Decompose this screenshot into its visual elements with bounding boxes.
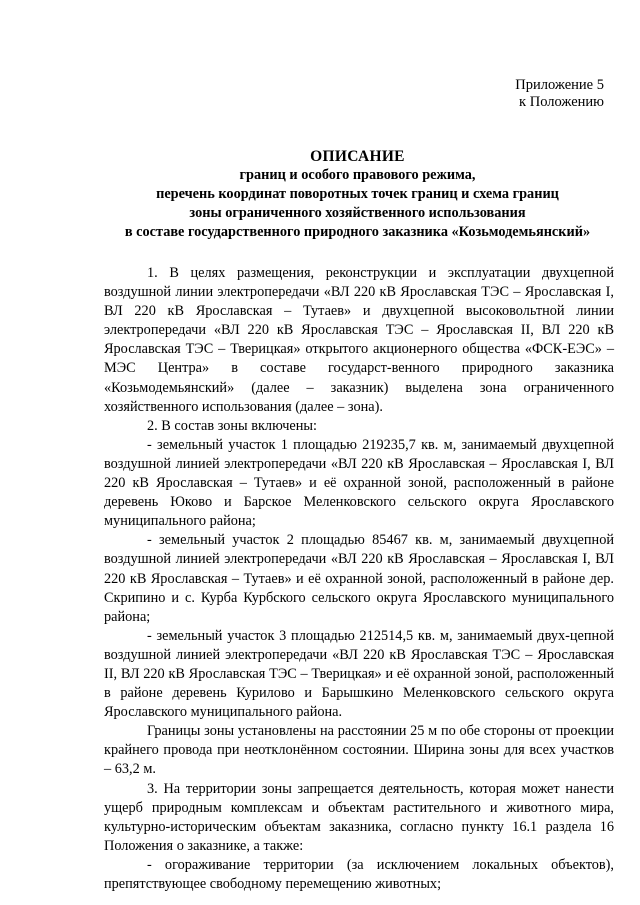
document-title: ОПИСАНИЕ: [310, 148, 405, 165]
document-body: [104, 264, 614, 894]
heading-line-4: в составе государственного природного заказника «Козьмодемьянский»: [124, 224, 591, 240]
paragraph-plot-2: - земельный участок 2 площадью 85467 кв. м, занимаемый двухцепной воздушной линией электропередачи «ВЛ 220 кВ Ярославская – Ярославская I, ВЛ 220 кВ Ярославская – Тутаев» и её охранной зоной, расположенный в районе дер. Скрипино и с. Курба Курбского сельского округа Ярославского муниципального района;: [104, 532, 614, 625]
paragraph-1-purpose: 1. В целях размещения, реконструкции и эксплуатации двухцепной воздушной линии электропередачи «ВЛ 220 кВ Ярославская ТЭС – Ярославская I, ВЛ 220 кВ Ярославская – Тутаев» и двухцепной высоковольтной линии электропередачи «ВЛ 220 кВ Ярославская ТЭС – Ярославская II, ВЛ 220 кВ Ярославская ТЭС – Тверицкая» открытого акционерного общества «ФСК-ЕЭС» – МЭС Центра» в составе государст-венного природного заказника «Козьмодемьянский» (далее – заказник) выделена зона ограниченного хозяйственного использования (далее – зона).: [104, 265, 614, 415]
heading-line-1: границ и особого правового режима,: [239, 167, 476, 183]
document-heading: [100, 147, 615, 242]
paragraph-plot-1: - земельный участок 1 площадью 219235,7 кв. м, занимаемый двухцепной воздушной линией электропередачи «ВЛ 220 кВ Ярославская – Ярославская I, ВЛ 220 кВ Ярославская – Тутаев» и её охранной зоной, расположенный в районе деревень Юково и Барское Меленковского сельского округа Ярославского муниципального района;: [104, 436, 614, 530]
paragraph-fencing: - огораживание территории (за исключением локальных объектов), препятствующее свободному перемещению животных;: [104, 856, 614, 892]
paragraph-2-composition: 2. В состав зоны включены:: [147, 417, 317, 434]
paragraph-plot-3: - земельный участок 3 площадью 212514,5 кв. м, занимаемый двух-цепной воздушной линией электропередачи «ВЛ 220 кВ Ярославская ТЭС – Ярославская II, ВЛ 220 кВ Ярославская ТЭС – Тверицкая» и её охранной зоной, расположенный в районе деревень Курилово и Барышкино Меленковского сельского округа Ярославского муниципального района.: [104, 627, 614, 721]
heading-line-3: зоны ограниченного хозяйственного использования: [189, 205, 526, 221]
appendix-reference: [515, 77, 604, 111]
paragraph-boundaries: Границы зоны установлены на расстоянии 25 м по обе стороны от проекции крайнего провода при неотклонённом состоянии. Ширина зоны для всех участков – 63,2 м.: [104, 723, 614, 778]
paragraph-3-prohibitions: 3. На территории зоны запрещается деятельность, которая может нанести ущерб природным комплексам и объектам растительного и животного мира, культурно-историческим объектам заказника, согласно пункту 16.1 раздела 16 Положения о заказнике, а также:: [104, 780, 614, 854]
appendix-line-1: Приложение 5: [515, 77, 604, 93]
heading-line-2: перечень координат поворотных точек границ и схема границ: [156, 186, 559, 202]
appendix-line-2: к Положению: [519, 94, 604, 110]
